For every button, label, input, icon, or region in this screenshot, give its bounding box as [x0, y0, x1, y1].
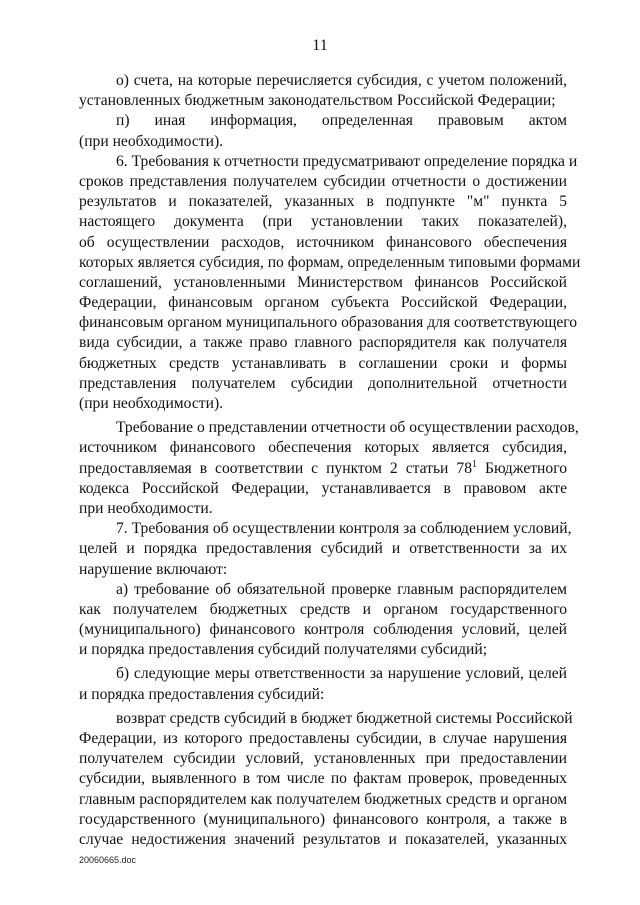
document-body [79, 71, 581, 850]
text-line: сроков представления получателем субсидии отчетности о достижении [79, 172, 567, 190]
text-line: которых является субсидия, по формам, определенным типовыми формами [79, 253, 581, 271]
text-line: (муниципального) финансового контроля соблюдения условий, целей [79, 621, 567, 639]
text-line: получателем субсидии условий, установленных при предоставлении [79, 750, 567, 768]
text-line: установленных бюджетным законодательством Российской Федерации; [79, 92, 556, 110]
text-line: (при необходимости). [79, 132, 224, 150]
paragraph-6-reporting [79, 418, 579, 519]
text-line: а) требование об обязательной проверке главным распорядителем [116, 580, 567, 598]
text-line: и порядка предоставления субсидий получателями субсидий; [79, 641, 488, 659]
text-line: и порядка предоставления субсидий: [79, 685, 325, 703]
text-line: п) иная информация, определенная правовым актом [116, 112, 567, 130]
text-line-part: предоставляемая в соответствии с пунктом 2 статьи 78 [79, 459, 472, 477]
paragraph-7 [79, 519, 572, 580]
text-line: Федерации, из которого предоставлены субсидии, в случае нарушения [79, 730, 567, 747]
text-line-with-footnote [79, 459, 567, 479]
text-line: результатов и показателей, указанных в подпункте "м" пункта 5 [79, 193, 567, 211]
footnote-mark: 1 [472, 458, 477, 470]
text-line: 7. Требования об осуществлении контроля за соблюдением условий, [116, 520, 572, 538]
text-line: при необходимости. [79, 499, 213, 517]
text-line: вида субсидии, а также право главного распорядителя как получателя [79, 334, 567, 352]
text-line: целей и порядка предоставления субсидий и ответственности за их [79, 540, 567, 558]
text-line: возврат средств субсидий в бюджет бюджетной системы Российской [116, 709, 573, 727]
text-line: настоящего документа (при установлении таких показателей), [79, 213, 567, 231]
paragraph-b [79, 664, 567, 704]
paragraph-o [79, 71, 567, 111]
text-line: нарушение включают: [79, 560, 228, 578]
text-line: б) следующие меры ответственности за нарушение условий, целей [116, 665, 567, 683]
page-number: 11 [312, 37, 328, 54]
text-line: кодекса Российской Федерации, устанавливается в правовом акте [79, 479, 567, 497]
text-line: об осуществлении расходов, источником финансового обеспечения [79, 233, 567, 251]
footer-document-filename: 20060665.doc [79, 855, 137, 865]
text-line: 6. Требования к отчетности предусматривают определение порядка и [116, 152, 578, 170]
text-line: случае недостижения значений результатов и показателей, указанных [79, 830, 567, 848]
text-line: Требование о представлении отчетности об осуществлении расходов, [116, 419, 579, 437]
text-line: представления получателем субсидии дополнительной отчетности [79, 374, 567, 392]
text-line: главным распорядителем как получателем бюджетных средств и органом [79, 790, 568, 808]
text-line: источником финансового обеспечения которых является субсидия, [79, 439, 567, 457]
text-line: государственного (муниципального) финансового контроля, а также в [79, 810, 567, 828]
paragraph-p [79, 111, 567, 151]
text-line: бюджетных средств устанавливать в соглашении сроки и формы [79, 354, 567, 372]
text-line: соглашений, установленными Министерством финансов Российской [79, 273, 567, 291]
text-line: финансовым органом муниципального образования для соответствующего [79, 314, 578, 332]
text-line: (при необходимости). [79, 395, 224, 412]
paragraph-6 [79, 152, 581, 414]
text-line-tail: Бюджетного [485, 459, 567, 477]
text-line: как получателем бюджетных средств и органом государственного [79, 600, 567, 618]
paragraph-a [79, 580, 567, 661]
text-line: о) счета, на которые перечисляется субсидия, с учетом положений, [116, 72, 567, 89]
text-line: Федерации, финансовым органом субъекта Российской Федерации, [79, 294, 567, 312]
text-line: субсидии, выявленного в том числе по фактам проверок, проведенных [79, 770, 567, 788]
paragraph-return [79, 709, 573, 850]
